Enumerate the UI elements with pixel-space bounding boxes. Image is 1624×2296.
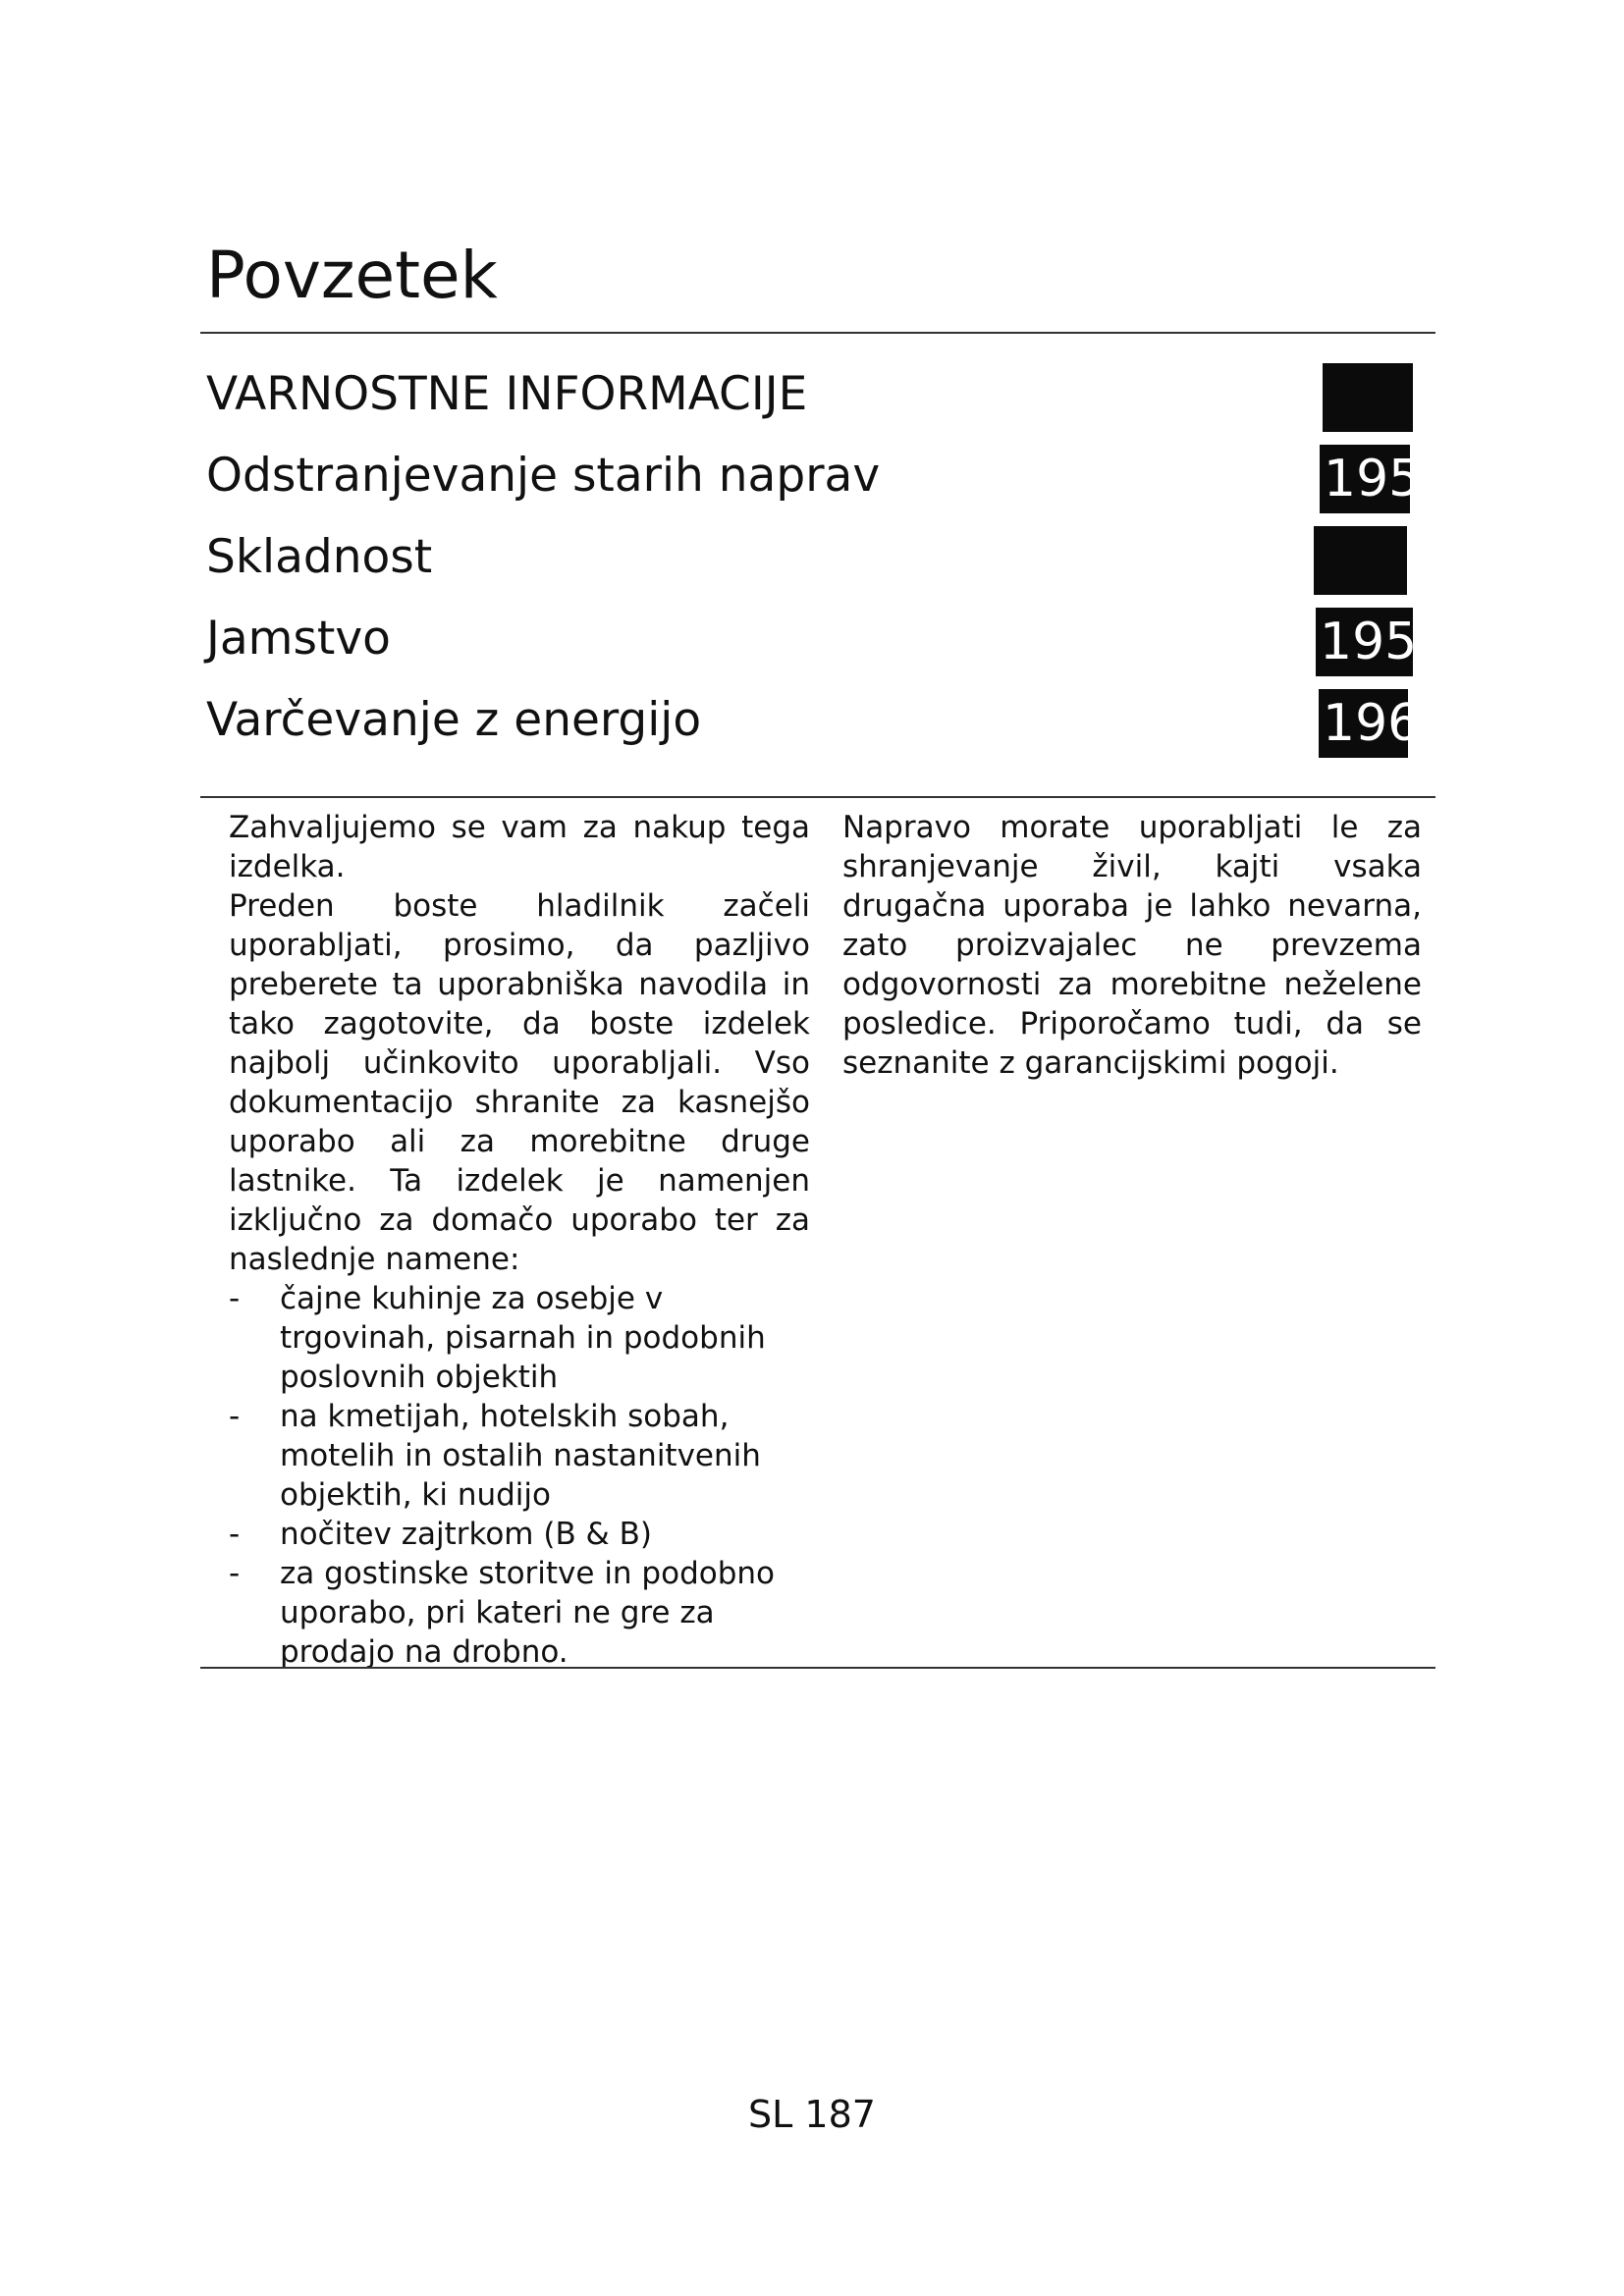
toc-entry-disposal[interactable] <box>206 445 1422 526</box>
title-divider <box>200 332 1435 334</box>
list-item-text: nočitev zajtrkom (B & B) <box>280 1517 652 1552</box>
list-item-text: za gostinske storitve in podobno uporabo, pri kateri ne gre za prodajo na drobno. <box>280 1556 776 1670</box>
toc-label: Odstranjevanje starih naprav <box>206 449 881 503</box>
toc-label: Jamstvo <box>206 612 391 666</box>
bullet-dash: - <box>229 1399 241 1434</box>
bullet-dash: - <box>229 1517 241 1552</box>
section-bottom-divider <box>200 1667 1435 1669</box>
toc-label: Varčevanje z energijo <box>206 693 702 747</box>
toc-label: VARNOSTNE INFORMACIJE <box>206 367 808 421</box>
toc-entry-safety-information[interactable] <box>206 363 1414 445</box>
toc-page-number <box>1323 363 1413 432</box>
toc-page-number: 196 <box>1319 689 1408 758</box>
list-item <box>229 1397 810 1515</box>
toc-entry-compliance[interactable] <box>206 526 1414 608</box>
food-storage-paragraph: Napravo morate uporabljati le za shranjevanje živil, kajti vsaka drugačna uporaba je lahko nevarna, zato proizvajalec ne prevzema odgovornosti za morebitne neželene posledice. Priporočamo tudi, da se seznanite z garancijskimi pogoji. <box>842 810 1422 1081</box>
toc-entry-energy-saving[interactable] <box>206 689 1421 771</box>
list-item-text: na kmetijah, hotelskih sobah, motelih in ostalih nastanitvenih objektih, ki nudijo <box>280 1399 761 1513</box>
toc-page-number: 195 <box>1320 445 1410 513</box>
usage-paragraph: Preden boste hladilnik začeli uporabljati, prosimo, da pazljivo preberete ta uporabniška navodila in tako zagotovite, da boste izdelek najbolj učinkovito uporabljali. Vso dokumentacijo shranite za kasnejšo uporabo ali za morebitne druge lastnike. Ta izdelek je namenjen izključno za domačo uporabo ter za naslednje namene: <box>229 888 810 1277</box>
toc-divider <box>200 796 1435 798</box>
toc-entry-warranty[interactable] <box>206 608 1418 689</box>
toc-label: Skladnost <box>206 530 433 584</box>
bullet-dash: - <box>229 1556 241 1591</box>
list-item <box>229 1515 810 1554</box>
bullet-dash: - <box>229 1281 241 1316</box>
toc-page-number: 195 <box>1316 608 1413 676</box>
usage-list <box>229 1279 810 1672</box>
thanks-paragraph: Zahvaljujemo se vam za nakup tega izdelka. <box>229 810 810 884</box>
table-of-contents <box>206 363 1422 771</box>
intro-left-column <box>229 808 810 1672</box>
list-item <box>229 1554 810 1672</box>
toc-page-number <box>1314 526 1407 595</box>
page-number: SL 187 <box>748 2093 876 2136</box>
list-item <box>229 1279 810 1397</box>
intro-right-column <box>842 808 1422 1083</box>
page-title: Povzetek <box>206 238 498 313</box>
list-item-text: čajne kuhinje za osebje v trgovinah, pisarnah in podobnih poslovnih objektih <box>280 1281 766 1395</box>
